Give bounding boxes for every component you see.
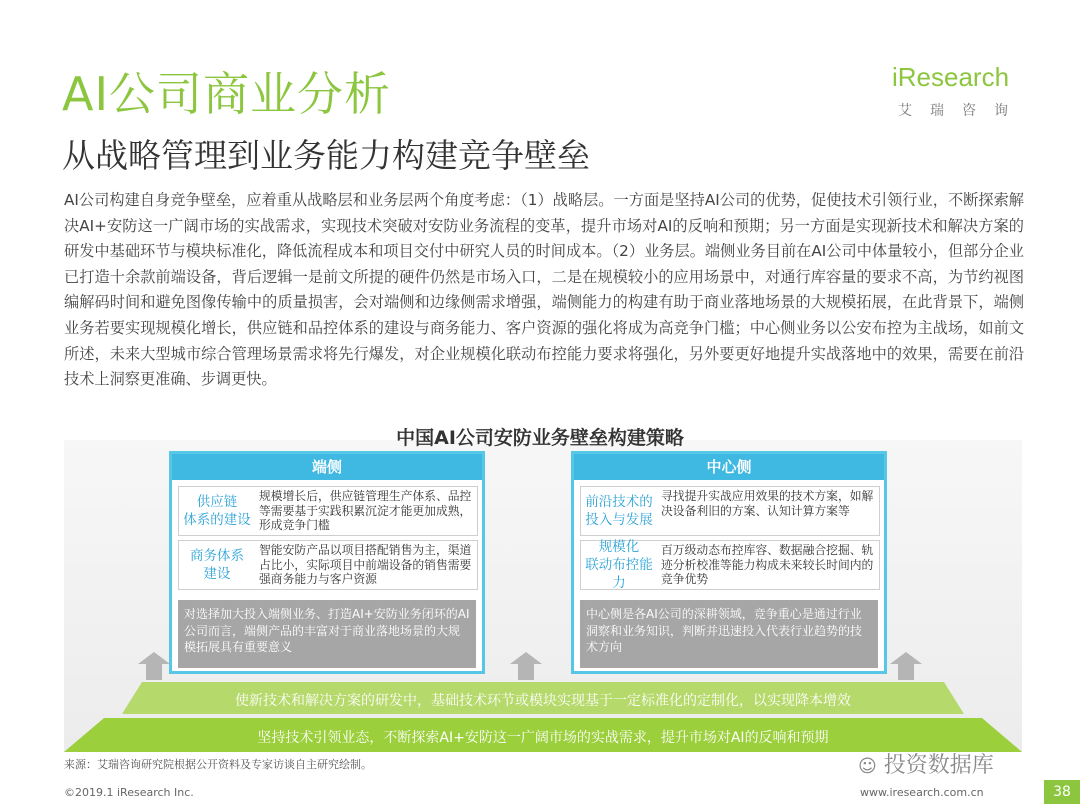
row-text: 规模增长后，供应链管理生产体系、品控等需要基于实践积累沉淀才能更加成熟，形成竞争门槛 bbox=[259, 489, 472, 532]
row-text: 寻找提升实战应用效果的技术方案，如解决设备利旧的方案、认知计算方案等 bbox=[661, 489, 874, 518]
panel-endpoint-row bbox=[178, 540, 478, 590]
up-arrow-icon bbox=[510, 652, 542, 680]
logo-chinese-text: 艾瑞咨询 bbox=[898, 103, 1026, 119]
body-paragraph: AI公司构建自身竞争壁垒，应着重从战略层和业务层两个角度考虑：（1）战略层。一方面是坚持AI公司的优势，促使技术引领行业，不断探索解决AI+安防这一广阔市场的实战需求，实现技术突破对安防业务流程的变革，提升市场对AI的反响和预期；另一方面是实现新技术和解决方案的研发中基础环节与模块标准化，降低流程成本和项目交付中研究人员的时间成本。（2）业务层。端侧业务目前在AI公司中体量较小，但部分企业已打造十余款前端设备，背后逻辑一是前文所提的硬件仍然是市场入口，二是在规模较小的应用场景中，对通行库容量的要求不高，为节约视图编解码时间和避免图像传输中的质量损害，会对端侧和边缘侧需求增强，端侧能力的构建有助于商业落地场景的大规模拓展，在此背景下，端侧业务若要实现规模化增长，供应链和品控体系的建设与商务能力、客户资源的强化将成为高竞争门槛；中心侧业务以公安布控为主战场，如前文所述，未来大型城市综合管理场景需求将先行爆发，对企业规模化联动布控能力要求将强化，另外要更好地提升实战落地中的效果，需要在前沿技术上洞察更准确、步调更快。 bbox=[64, 191, 1024, 389]
up-arrow-icon bbox=[890, 652, 922, 680]
row-text: 智能安防产品以项目搭配销售为主，渠道占比小，实际项目中前端设备的销售需要强商务能力与客户资源 bbox=[259, 543, 472, 586]
page-subtitle: 从战略管理到业务能力构建竞争壁垒 bbox=[62, 136, 590, 175]
iresearch-logo bbox=[892, 62, 1042, 122]
panel-center-row bbox=[580, 486, 880, 536]
diagram-title: 中国AI公司安防业务壁垒构建策略 bbox=[396, 427, 684, 449]
row-label bbox=[581, 541, 657, 589]
panel-endpoint-row bbox=[178, 486, 478, 536]
page-number: 38 bbox=[1044, 780, 1080, 804]
panel-endpoint-summary: 对选择加大投入端侧业务、打造AI+安防业务闭环的AI公司而言，端侧产品的丰富对于商业落地场景的大规模拓展具有重要意义 bbox=[178, 600, 476, 668]
copyright: ©2019.1 iResearch Inc. bbox=[64, 786, 194, 799]
row-text: 百万级动态布控库容、数据融合挖掘、轨迹分析校准等能力构成未来较长时间内的竞争优势 bbox=[661, 543, 874, 586]
panel-endpoint-header: 端侧 bbox=[172, 454, 482, 480]
row-label-text: 规模化 联动布控能力 bbox=[585, 539, 653, 591]
panel-center-header: 中心侧 bbox=[574, 454, 884, 480]
panel-center bbox=[571, 451, 887, 674]
watermark bbox=[858, 748, 994, 779]
row-label-text: 商务体系 建设 bbox=[190, 548, 244, 582]
website-url: www.iresearch.com.cn bbox=[860, 786, 984, 799]
watermark-text: 投资数据库 bbox=[883, 753, 994, 778]
bar-upper-text: 使新技术和解决方案的研发中，基础技术环节或模块实现基于一定标准化的定制化，以实现降本增效 bbox=[235, 693, 851, 709]
row-label bbox=[179, 487, 255, 535]
logo-brand-text: iResearch bbox=[892, 62, 1010, 92]
row-label-text: 供应链 体系的建设 bbox=[183, 494, 251, 528]
row-label bbox=[581, 487, 657, 535]
row-label-text: 前沿技术的 投入与发展 bbox=[585, 494, 653, 528]
panel-center-row bbox=[580, 540, 880, 590]
bar-lower-text: 坚持技术引领业态，不断探索AI+安防这一广阔市场的实战需求，提升市场对AI的反响和预期 bbox=[257, 730, 829, 746]
up-arrow-icon bbox=[138, 652, 170, 680]
page-title: AI公司商业分析 bbox=[62, 67, 392, 121]
row-label bbox=[179, 541, 255, 589]
panel-endpoint bbox=[169, 451, 485, 674]
panel-center-summary: 中心侧是各AI公司的深耕领域，竞争重心是通过行业洞察和业务知识，判断并迅速投入代表行业趋势的技术方向 bbox=[580, 600, 878, 668]
wechat-icon: ☺ bbox=[858, 756, 877, 777]
source-note: 来源：艾瑞咨询研究院根据公开资料及专家访谈自主研究绘制。 bbox=[64, 758, 372, 771]
